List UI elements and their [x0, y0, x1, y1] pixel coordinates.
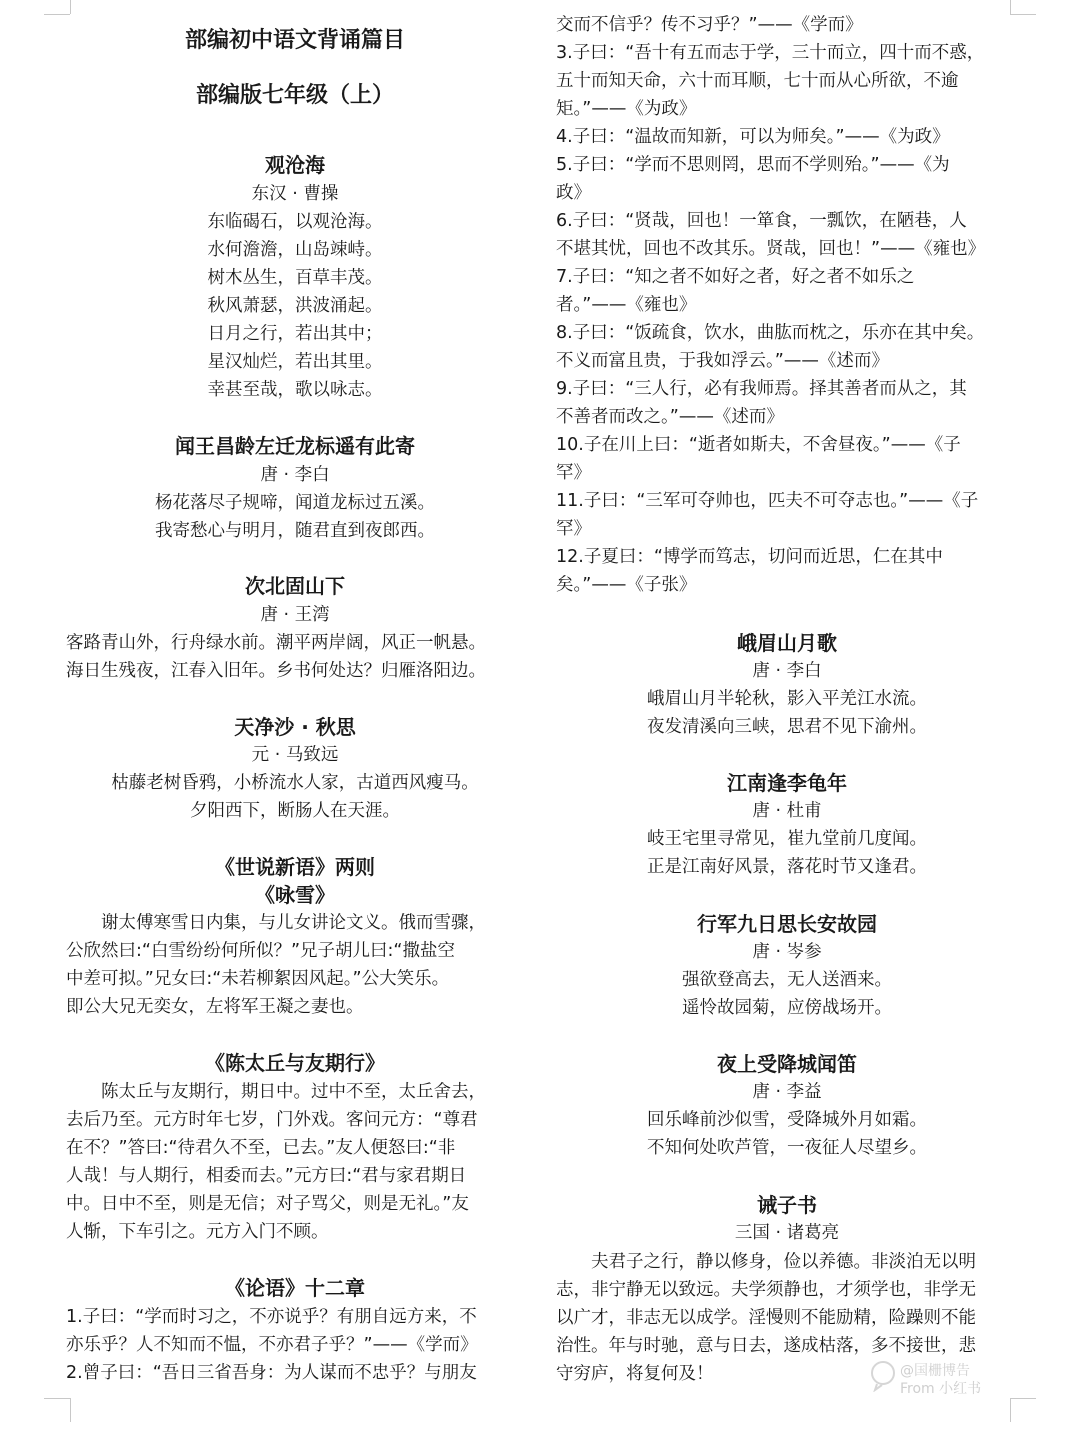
watermark	[900, 1362, 981, 1398]
prose-line: 8.子曰：“饭疏食，饮水，曲肱而枕之，乐亦在其中矣。	[556, 323, 985, 343]
prose-line: 中差可拟。”兄女曰:“未若柳絮因风起。”公大笑乐。	[66, 969, 450, 989]
section-subtitle: 《陈太丘与友期行》	[205, 1051, 385, 1075]
poem-author: 唐 · 李白	[752, 661, 822, 681]
poem-title: 次北固山下	[245, 574, 345, 598]
grade-subtitle: 部编版七年级（上）	[195, 83, 394, 108]
section-title: 《论语》十二章	[225, 1276, 365, 1300]
prose-line: 陈太丘与友期行，期日中。过中不至，太丘舍去，	[101, 1082, 486, 1102]
watermark-source: From 小红书	[900, 1381, 982, 1397]
poem-line: 强欲登高去，无人送酒来。	[682, 970, 892, 990]
poem-title: 闻王昌龄左迁龙标遥有此寄	[175, 434, 415, 458]
prose-line: 9.子曰：“三人行，必有我师焉。择其善者而从之，其	[556, 379, 967, 399]
prose-line: 政》	[556, 183, 591, 203]
prose-line: 五十而知天命，六十而耳顺，七十而从心所欲，不逾	[556, 71, 959, 91]
section-title: 《世说新语》两则	[215, 855, 375, 879]
poem-author: 唐 · 岑参	[752, 942, 822, 962]
prose-line: 1.子曰：“学而时习之，不亦说乎？有朋自远方来，不	[66, 1307, 477, 1327]
poem-title: 江南逢李龟年	[727, 771, 847, 795]
prose-line: 守穷庐，将复何及！	[556, 1364, 714, 1384]
poem-line: 海日生残夜，江春入旧年。乡书何处达？归雁洛阳边。	[66, 661, 486, 681]
crop-mark	[70, 1398, 71, 1422]
poem-author: 东汉 · 曹操	[251, 184, 339, 204]
poem-line: 夕阳西下，断肠人在天涯。	[190, 801, 400, 821]
poem-title: 夜上受降城闻笛	[717, 1052, 857, 1076]
poem-line: 东临碣石，以观沧海。	[207, 212, 383, 232]
poem-line: 枯藤老树昏鸦，小桥流水人家，古道西风瘦马。	[111, 773, 479, 793]
prose-line: 治性。年与时驰，意与日去，遂成枯落，多不接世，悲	[556, 1336, 976, 1356]
prose-line: 谢太傅寒雪日内集，与儿女讲论文义。俄而雪骤，	[101, 913, 486, 933]
prose-line: 矣。”——《子张》	[556, 575, 697, 595]
prose-line: 不善者而改之。”——《述而》	[556, 407, 784, 427]
poem-title: 诫子书	[757, 1193, 817, 1217]
prose-line: 人哉！与人期行，相委而去。”元方曰:“君与家君期日	[66, 1166, 467, 1186]
poem-title: 行军九日思长安故园	[697, 912, 877, 936]
prose-line: 亦乐乎？人不知而不愠，不亦君子乎？”——《学而》	[66, 1335, 478, 1355]
prose-line: 交而不信乎？传不习乎？”——《学而》	[556, 15, 863, 35]
prose-line: 罕》	[556, 463, 591, 483]
prose-line: 不义而富且贵，于我如浮云。”——《述而》	[556, 351, 889, 371]
prose-line: 4.子曰：“温故而知新，可以为师矣。”——《为政》	[556, 127, 950, 147]
prose-line: 夫君子之行，静以修身，俭以养德。非淡泊无以明	[591, 1252, 976, 1272]
poem-line: 正是江南好风景，落花时节又逢君。	[647, 857, 927, 877]
prose-line: 6.子曰：“贤哉，回也！一箪食，一瓢饮，在陋巷，人	[556, 211, 967, 231]
prose-line: 中。日中不至，则是无信；对子骂父，则是无礼。”友	[66, 1194, 469, 1214]
poem-line: 幸甚至哉，歌以咏志。	[207, 380, 383, 400]
poem-line: 树木丛生，百草丰茂。	[207, 268, 383, 288]
section-subtitle: 《咏雪》	[255, 883, 335, 907]
prose-line: 去后乃至。元方时年七岁，门外戏。客问元方：“尊君	[66, 1110, 478, 1130]
prose-line: 7.子曰：“知之者不如好之者，好之者不如乐之	[556, 267, 915, 287]
prose-line: 以广才，非志无以成学。淫慢则不能励精，险躁则不能	[556, 1308, 976, 1328]
poem-author: 唐 · 李益	[752, 1082, 822, 1102]
prose-line: 志，非宁静无以致远。夫学须静也，才须学也，非学无	[556, 1280, 976, 1300]
prose-line: 者。”——《雍也》	[556, 295, 697, 315]
poem-title: 峨眉山月歌	[737, 631, 837, 655]
poem-line: 夜发清溪向三峡，思君不见下渝州。	[647, 717, 927, 737]
crop-mark	[70, 0, 71, 14]
poem-line: 星汉灿烂，若出其里。	[207, 352, 383, 372]
poem-line: 我寄愁心与明月，随君直到夜郎西。	[155, 521, 435, 541]
poem-line: 不知何处吹芦管，一夜征人尽望乡。	[647, 1138, 927, 1158]
crop-mark	[44, 1398, 70, 1399]
prose-line: 10.子在川上曰：“逝者如斯夫，不舍昼夜。”——《子	[556, 435, 961, 455]
poem-author: 三国 · 诸葛亮	[734, 1223, 840, 1243]
poem-line: 杨花落尽子规啼，闻道龙标过五溪。	[155, 493, 435, 513]
crop-mark	[1010, 1398, 1036, 1399]
poem-line: 回乐峰前沙似雪，受降城外月如霜。	[647, 1110, 927, 1130]
prose-line: 12.子夏曰：“博学而笃志，切问而近思，仁在其中	[556, 547, 943, 567]
prose-line: 人惭，下车引之。元方入门不顾。	[66, 1222, 329, 1242]
watermark-handle: @国栅博告	[900, 1363, 970, 1379]
crop-mark	[1010, 1398, 1011, 1422]
poem-author: 唐 · 王湾	[260, 605, 330, 625]
prose-line: 在不？”答曰:“待君久不至，已去。”友人便怒曰:“非	[66, 1138, 456, 1158]
prose-line: 即公大兄无奕女，左将军王凝之妻也。	[66, 997, 364, 1017]
document-title: 部编初中语文背诵篇目	[184, 28, 405, 53]
crop-mark	[44, 14, 70, 15]
watermark-logo-icon	[866, 1358, 900, 1392]
poem-line: 峨眉山月半轮秋，影入平羌江水流。	[647, 689, 927, 709]
poem-author: 唐 · 李白	[260, 465, 330, 485]
prose-line: 矩。”——《为政》	[556, 99, 697, 119]
prose-line: 罕》	[556, 519, 591, 539]
poem-author: 元 · 马致远	[251, 745, 339, 765]
poem-line: 遥怜故园菊，应傍战场开。	[682, 998, 892, 1018]
prose-line: 3.子曰：“吾十有五而志于学，三十而立，四十而不惑，	[556, 43, 985, 63]
poem-line: 岐王宅里寻常见，崔九堂前几度闻。	[647, 829, 927, 849]
poem-author: 唐 · 杜甫	[752, 801, 822, 821]
prose-line: 公欣然曰:“白雪纷纷何所似？”兄子胡儿曰:“撒盐空	[66, 941, 455, 961]
poem-title: 天净沙 · 秋思	[234, 715, 356, 739]
prose-line: 2.曾子曰：“吾日三省吾身：为人谋而不忠乎？与朋友	[66, 1363, 477, 1383]
poem-line: 水何澹澹，山岛竦峙。	[207, 240, 383, 260]
poem-line: 秋风萧瑟，洪波涌起。	[207, 296, 383, 316]
poem-line: 日月之行，若出其中；	[207, 324, 383, 344]
prose-line: 11.子曰：“三军可夺帅也，匹夫不可夺志也。”——《子	[556, 491, 979, 511]
poem-line: 客路青山外，行舟绿水前。潮平两岸阔，风正一帆悬。	[66, 633, 486, 653]
prose-line: 不堪其忧，回也不改其乐。贤哉，回也！”——《雍也》	[556, 239, 986, 259]
poem-title: 观沧海	[265, 153, 325, 177]
prose-line: 5.子曰：“学而不思则罔，思而不学则殆。”——《为	[556, 155, 950, 175]
